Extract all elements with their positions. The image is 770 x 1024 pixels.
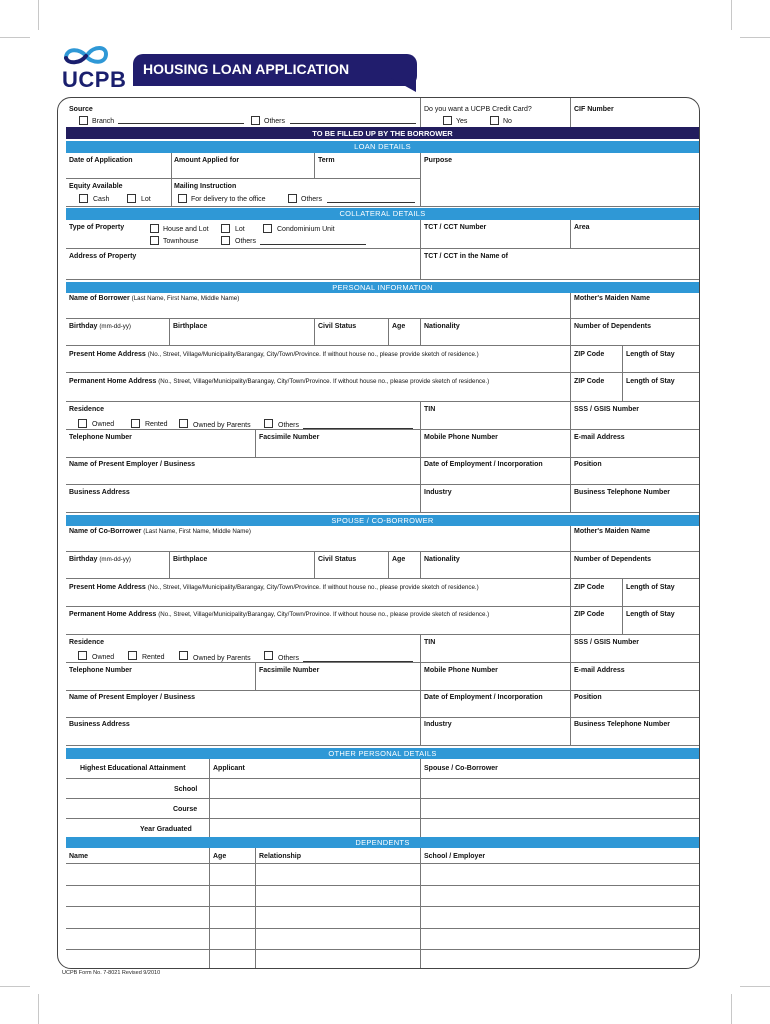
equity-cash-checkbox[interactable] [79,194,88,203]
borrower-name-label: Name of Borrower (Last Name, First Name, Middle Name) [69,295,240,302]
row-line [66,885,699,886]
residence-others-checkbox[interactable] [264,651,273,660]
sss-label: SSS / GSIS Number [574,639,639,646]
equity-lot-checkbox[interactable] [127,194,136,203]
branch-checkbox[interactable] [79,116,88,125]
rented-label: Rented [145,421,168,428]
nationality-label: Nationality [424,556,460,563]
row-line [66,928,699,929]
row-line [66,457,699,458]
row-line [66,551,699,552]
divider [209,848,210,968]
residence-owned-checkbox[interactable] [78,419,87,428]
residence-rented-checkbox[interactable] [131,419,140,428]
length-of-stay-label: Length of Stay [626,584,675,591]
position-label: Position [574,461,602,468]
business-address-label: Business Address [69,489,130,496]
residence-others-checkbox[interactable] [264,419,273,428]
tct-name-label: TCT / CCT in the Name of [424,253,508,260]
row-line [66,279,699,280]
row-line [66,634,699,635]
crop-mark [0,986,30,987]
mailing-delivery-checkbox[interactable] [178,194,187,203]
no-label: No [503,118,512,125]
divider [570,526,571,745]
length-of-stay-label: Length of Stay [626,611,675,618]
maiden-name-label: Mother's Maiden Name [574,295,650,302]
employment-date-label: Date of Employment / Incorporation [424,461,543,468]
lot-label: Lot [141,196,151,203]
dependents-count-label: Number of Dependents [574,556,652,563]
permanent-address-label: Permanent Home Address (No., Street, Village/Municipality/Barangay, City/Town/Province. If without house no., please provide sketch of residence.) [69,611,490,618]
residence-rented-checkbox[interactable] [128,651,137,660]
relationship-label: Relationship [259,853,302,860]
crop-mark [38,994,39,1024]
loan-details-heading: LOAN DETAILS [66,141,699,153]
divider [570,220,571,248]
property-lot-label: Lot [235,226,245,233]
owned-parents-label: Owned by Parents [193,655,251,662]
crop-mark [731,994,732,1024]
divider [420,401,421,512]
row-line [66,798,699,799]
credit-card-question: Do you want a UCPB Credit Card? [424,106,532,113]
townhouse-label: Townhouse [163,238,199,245]
crop-mark [38,0,39,30]
present-address-label: Present Home Address (No., Street, Village/Municipality/Barangay, City/Town/Province. If without house no., please provide sketch of residence.) [69,351,479,358]
crop-mark [740,986,770,987]
dependent-name-label: Name [69,853,89,860]
delivery-label: For delivery to the office [191,196,266,203]
yes-label: Yes [456,118,468,125]
divider [420,98,421,127]
row-line [66,949,699,950]
telephone-label: Telephone Number [69,434,132,441]
business-telephone-label: Business Telephone Number [574,721,670,728]
other-details-heading: OTHER PERSONAL DETAILS [66,748,699,759]
condo-checkbox[interactable] [263,224,272,233]
industry-label: Industry [424,721,452,728]
maiden-name-label: Mother's Maiden Name [574,528,650,535]
source-label: Source [69,106,93,113]
co-borrower-name-label: Name of Co-Borrower (Last Name, First Name, Middle Name) [69,528,251,535]
year-graduated-label: Year Graduated [140,826,192,833]
row-line [66,178,420,179]
divider [570,293,571,512]
residence-others-field[interactable] [303,428,413,429]
mailing-others-label: Others [301,196,323,203]
source-others-checkbox[interactable] [251,116,260,125]
residence-parents-checkbox[interactable] [179,651,188,660]
school-employer-label: School / Employer [424,853,486,860]
employer-label: Name of Present Employer / Business [69,461,196,468]
employer-label: Name of Present Employer / Business [69,694,196,701]
address-of-property-label: Address of Property [69,253,137,260]
row-line [66,690,699,691]
row-line [66,578,699,579]
ucpb-logo-icon [62,44,132,68]
credit-card-no-checkbox[interactable] [490,116,499,125]
collateral-heading: COLLATERAL DETAILS [66,208,699,220]
employment-date-label: Date of Employment / Incorporation [424,694,543,701]
divider [314,551,315,578]
property-others-field[interactable] [260,244,366,245]
date-of-application-label: Date of Application [69,157,133,164]
birthplace-label: Birthplace [173,556,208,563]
present-address-label: Present Home Address (No., Street, Village/Municipality/Barangay, City/Town/Province. If without house no., please provide sketch of residence.) [69,584,479,591]
branch-label: Branch [92,118,115,125]
civil-status-label: Civil Status [318,556,357,563]
civil-status-label: Civil Status [318,323,357,330]
residence-parents-checkbox[interactable] [179,419,188,428]
fax-label: Facsimile Number [259,667,320,674]
page-title: HOUSING LOAN APPLICATION [143,61,350,77]
mailing-label: Mailing Instruction [174,183,237,190]
property-others-checkbox[interactable] [221,236,230,245]
branch-field[interactable] [118,123,244,124]
age-label: Age [392,323,406,330]
house-lot-checkbox[interactable] [150,224,159,233]
crop-mark [740,37,770,38]
row-line [66,662,699,663]
divider [420,220,421,279]
row-line [66,318,699,319]
divider [171,153,172,206]
owned-parents-label: Owned by Parents [193,422,251,429]
birthplace-label: Birthplace [173,323,208,330]
row-line [66,606,699,607]
telephone-label: Telephone Number [69,667,132,674]
type-of-property-label: Type of Property [69,224,125,231]
tin-label: TIN [424,406,436,413]
divider [314,318,315,345]
spouse-co-borrower-label: Spouse / Co-Borrower [424,765,498,772]
row-line [66,345,699,346]
email-label: E-mail Address [574,434,625,441]
row-line [66,429,699,430]
residence-others-field[interactable] [303,661,413,662]
divider [420,634,421,745]
row-line [66,863,699,864]
row-line [66,717,699,718]
zip-code-label: ZIP Code [574,378,605,385]
house-lot-label: House and Lot [163,226,209,233]
divider [255,429,256,457]
mobile-label: Mobile Phone Number [424,667,498,674]
condo-label: Condominium Unit [277,226,335,233]
row-line [66,248,699,249]
cash-label: Cash [93,196,110,203]
row-line [66,906,699,907]
area-label: Area [574,224,590,231]
personal-info-heading: PERSONAL INFORMATION [66,282,699,293]
divider [169,551,170,578]
crop-mark [0,37,30,38]
zip-code-label: ZIP Code [574,584,605,591]
dependents-count-label: Number of Dependents [574,323,652,330]
crop-mark [731,0,732,30]
property-lot-checkbox[interactable] [221,224,230,233]
divider [255,662,256,690]
residence-label: Residence [69,406,105,413]
divider [420,318,421,345]
applicant-label: Applicant [213,765,245,772]
row-line [66,372,699,373]
tct-number-label: TCT / CCT Number [424,224,487,231]
school-label: School [174,786,198,793]
term-label: Term [318,157,335,164]
industry-label: Industry [424,489,452,496]
divider [209,759,210,837]
row-line [66,206,699,207]
business-telephone-label: Business Telephone Number [574,489,670,496]
rented-label: Rented [142,654,165,661]
mobile-label: Mobile Phone Number [424,434,498,441]
spouse-heading: SPOUSE / CO-BORROWER [66,515,699,526]
row-line [66,818,699,819]
residence-others-label: Others [278,422,300,429]
residence-others-label: Others [278,655,300,662]
position-label: Position [574,694,602,701]
zip-code-label: ZIP Code [574,351,605,358]
divider [169,318,170,345]
divider [388,318,389,345]
dependents-heading: DEPENDENTS [66,837,699,848]
age-label: Age [392,556,406,563]
course-label: Course [173,806,198,813]
borrower-band: TO BE FILLED UP BY THE BORROWER [66,127,699,139]
property-others-label: Others [235,238,257,245]
owned-label: Owned [92,421,115,428]
permanent-address-label: Permanent Home Address (No., Street, Village/Municipality/Barangay, City/Town/Province. If without house no., please provide sketch of residence.) [69,378,490,385]
divider [622,578,623,634]
owned-label: Owned [92,654,115,661]
zip-code-label: ZIP Code [574,611,605,618]
divider [622,345,623,401]
sss-label: SSS / GSIS Number [574,406,639,413]
email-label: E-mail Address [574,667,625,674]
education-label: Highest Educational Attainment [80,765,186,772]
form-number: UCPB Form No. 7-8021 Revised 9/2010 [62,970,161,976]
purpose-label: Purpose [424,157,453,164]
amount-applied-label: Amount Applied for [174,157,240,164]
birthday-label: Birthday (mm-dd-yy) [69,556,131,563]
divider [388,551,389,578]
divider [420,759,421,837]
divider [314,153,315,178]
equity-label: Equity Available [69,183,123,190]
residence-label: Residence [69,639,105,646]
source-others-label: Others [264,118,286,125]
business-address-label: Business Address [69,721,130,728]
row-line [66,778,699,779]
cif-label: CIF Number [574,106,614,113]
divider [570,98,571,127]
mailing-others-field[interactable] [327,202,415,203]
divider [420,848,421,968]
residence-owned-checkbox[interactable] [78,651,87,660]
length-of-stay-label: Length of Stay [626,351,675,358]
row-line [66,484,699,485]
birthday-label: Birthday (mm-dd-yy) [69,323,131,330]
divider [420,551,421,578]
tin-label: TIN [424,639,436,646]
length-of-stay-label: Length of Stay [626,378,675,385]
title-banner [133,54,417,86]
row-line [66,401,699,402]
townhouse-checkbox[interactable] [150,236,159,245]
nationality-label: Nationality [424,323,460,330]
logo-text: UCPB [62,67,127,92]
source-others-field[interactable] [290,123,416,124]
divider [255,848,256,968]
dependent-age-label: Age [213,853,227,860]
divider [420,153,421,206]
credit-card-yes-checkbox[interactable] [443,116,452,125]
fax-label: Facsimile Number [259,434,320,441]
mailing-others-checkbox[interactable] [288,194,297,203]
row-line [66,745,699,746]
row-line [66,512,699,513]
